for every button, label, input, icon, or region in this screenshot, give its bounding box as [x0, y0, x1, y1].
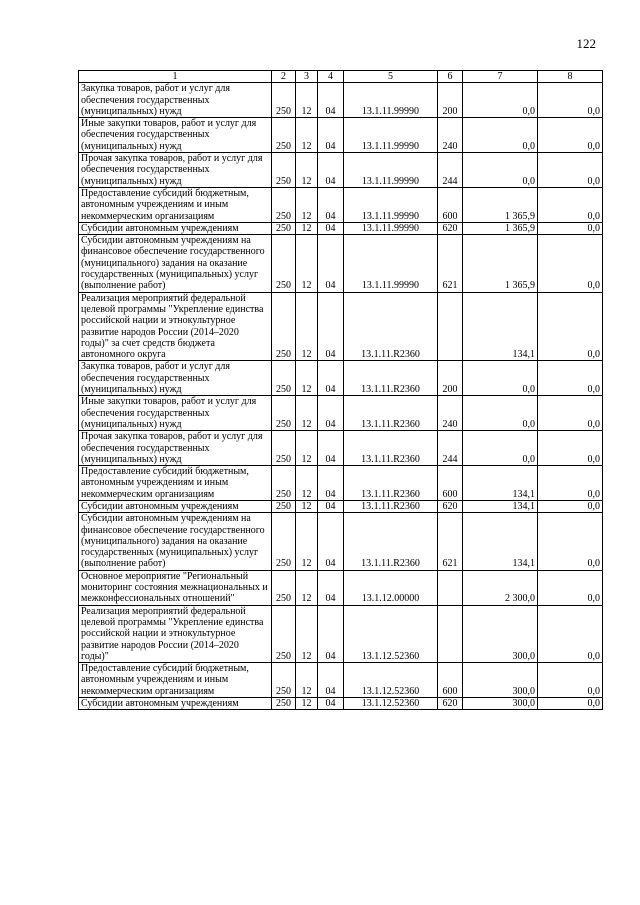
- cell-target-code: 13.1.11.99990: [344, 235, 438, 292]
- cell-amount-2018: 0,0: [538, 235, 603, 292]
- cell-amount-2018: 0,0: [538, 570, 603, 605]
- col-header: 4: [318, 71, 344, 83]
- cell-subsection: 04: [318, 570, 344, 605]
- cell-expense-type: 621: [438, 235, 463, 292]
- cell-ministry: 250: [272, 466, 296, 501]
- cell-amount-2018: 0,0: [538, 513, 603, 570]
- cell-amount-2018: 0,0: [538, 222, 603, 234]
- cell-amount-2017: 1 365,9: [463, 222, 538, 234]
- cell-amount-2017: 134,1: [463, 292, 538, 361]
- cell-subsection: 04: [318, 500, 344, 512]
- cell-amount-2018: 0,0: [538, 500, 603, 512]
- cell-ministry: 250: [272, 500, 296, 512]
- cell-section: 12: [296, 153, 318, 188]
- cell-ministry: 250: [272, 153, 296, 188]
- cell-section: 12: [296, 235, 318, 292]
- cell-target-code: 13.1.11.99990: [344, 222, 438, 234]
- row-description: Иные закупки товаров, работ и услуг для обеспечения государственных (муниципальных) нужд: [79, 118, 272, 153]
- cell-target-code: 13.1.11.R2360: [344, 513, 438, 570]
- cell-expense-type: 620: [438, 222, 463, 234]
- cell-amount-2018: 0,0: [538, 83, 603, 118]
- cell-section: 12: [296, 605, 318, 662]
- cell-ministry: 250: [272, 698, 296, 710]
- table-row: [79, 361, 603, 396]
- cell-target-code: 13.1.11.R2360: [344, 361, 438, 396]
- col-header: 5: [344, 71, 438, 83]
- cell-expense-type: 620: [438, 698, 463, 710]
- row-description: Субсидии автономным учреждениям: [79, 222, 272, 234]
- cell-expense-type: 600: [438, 466, 463, 501]
- cell-amount-2018: 0,0: [538, 663, 603, 698]
- row-description: Иные закупки товаров, работ и услуг для обеспечения государственных (муниципальных) нужд: [79, 396, 272, 431]
- cell-amount-2018: 0,0: [538, 396, 603, 431]
- cell-amount-2017: 134,1: [463, 513, 538, 570]
- cell-subsection: 04: [318, 513, 344, 570]
- cell-subsection: 04: [318, 466, 344, 501]
- cell-expense-type: 244: [438, 153, 463, 188]
- cell-amount-2017: 1 365,9: [463, 235, 538, 292]
- table-row: [79, 605, 603, 662]
- budget-table: [78, 70, 603, 710]
- cell-amount-2017: 134,1: [463, 500, 538, 512]
- cell-expense-type: 200: [438, 83, 463, 118]
- row-description: Субсидии автономным учреждениям на финансовое обеспечение государственного (муниципального) задания на оказание государственных (муниципальных) услуг (выполнение работ): [79, 235, 272, 292]
- table-row: [79, 500, 603, 512]
- table-row: [79, 222, 603, 234]
- cell-target-code: 13.1.11.99990: [344, 153, 438, 188]
- cell-amount-2017: 0,0: [463, 153, 538, 188]
- row-description: Реализация мероприятий федеральной целевой программы "Укрепление единства российской нации и этнокультурное развитие народов России (2014–2020 годы)" за счет средств бюджета автономного округа: [79, 292, 272, 361]
- cell-subsection: 04: [318, 83, 344, 118]
- row-description: Прочая закупка товаров, работ и услуг для обеспечения государственных (муниципальных) нужд: [79, 153, 272, 188]
- cell-section: 12: [296, 187, 318, 222]
- cell-target-code: 13.1.12.52360: [344, 663, 438, 698]
- cell-section: 12: [296, 396, 318, 431]
- cell-target-code: 13.1.12.52360: [344, 698, 438, 710]
- cell-subsection: 04: [318, 431, 344, 466]
- table-row: [79, 292, 603, 361]
- cell-ministry: 250: [272, 361, 296, 396]
- table-row: [79, 118, 603, 153]
- cell-section: 12: [296, 570, 318, 605]
- cell-subsection: 04: [318, 663, 344, 698]
- row-description: Предоставление субсидий бюджетным, автономным учреждениям и иным некоммерческим организациям: [79, 663, 272, 698]
- cell-amount-2018: 0,0: [538, 153, 603, 188]
- table-row: [79, 698, 603, 710]
- cell-ministry: 250: [272, 187, 296, 222]
- cell-target-code: 13.1.11.R2360: [344, 396, 438, 431]
- cell-ministry: 250: [272, 431, 296, 466]
- cell-expense-type: 240: [438, 118, 463, 153]
- col-header: 8: [538, 71, 603, 83]
- cell-subsection: 04: [318, 153, 344, 188]
- cell-subsection: 04: [318, 235, 344, 292]
- table-row: [79, 431, 603, 466]
- cell-target-code: 13.1.11.99990: [344, 83, 438, 118]
- row-description: Закупка товаров, работ и услуг для обеспечения государственных (муниципальных) нужд: [79, 361, 272, 396]
- cell-subsection: 04: [318, 292, 344, 361]
- cell-expense-type: 600: [438, 663, 463, 698]
- cell-section: 12: [296, 222, 318, 234]
- cell-target-code: 13.1.11.R2360: [344, 292, 438, 361]
- table-row: [79, 663, 603, 698]
- cell-ministry: 250: [272, 396, 296, 431]
- cell-target-code: 13.1.11.99990: [344, 187, 438, 222]
- cell-subsection: 04: [318, 222, 344, 234]
- cell-expense-type: 600: [438, 187, 463, 222]
- cell-target-code: 13.1.11.R2360: [344, 466, 438, 501]
- cell-amount-2017: 300,0: [463, 605, 538, 662]
- cell-amount-2017: 2 300,0: [463, 570, 538, 605]
- row-description: Предоставление субсидий бюджетным, автономным учреждениям и иным некоммерческим организациям: [79, 466, 272, 501]
- cell-section: 12: [296, 663, 318, 698]
- cell-section: 12: [296, 292, 318, 361]
- col-header: 3: [296, 71, 318, 83]
- row-description: Основное мероприятие "Региональный мониторинг состояния межнациональных и межконфессиональных отношений": [79, 570, 272, 605]
- cell-expense-type: 240: [438, 396, 463, 431]
- cell-ministry: 250: [272, 605, 296, 662]
- table-row: [79, 570, 603, 605]
- cell-amount-2017: 0,0: [463, 431, 538, 466]
- row-description: Субсидии автономным учреждениям на финансовое обеспечение государственного (муниципального) задания на оказание государственных (муниципальных) услуг (выполнение работ): [79, 513, 272, 570]
- cell-amount-2017: 300,0: [463, 698, 538, 710]
- cell-amount-2018: 0,0: [538, 187, 603, 222]
- cell-expense-type: 244: [438, 431, 463, 466]
- col-header: 2: [272, 71, 296, 83]
- row-description: Реализация мероприятий федеральной целевой программы "Укрепление единства российской нации и этнокультурное развитие народов России (2014–2020 годы)": [79, 605, 272, 662]
- cell-target-code: 13.1.11.R2360: [344, 500, 438, 512]
- cell-section: 12: [296, 83, 318, 118]
- cell-amount-2018: 0,0: [538, 431, 603, 466]
- cell-ministry: 250: [272, 83, 296, 118]
- cell-subsection: 04: [318, 698, 344, 710]
- row-description: Прочая закупка товаров, работ и услуг для обеспечения государственных (муниципальных) нужд: [79, 431, 272, 466]
- cell-section: 12: [296, 500, 318, 512]
- row-description: Предоставление субсидий бюджетным, автономным учреждениям и иным некоммерческим организациям: [79, 187, 272, 222]
- cell-target-code: 13.1.12.00000: [344, 570, 438, 605]
- cell-target-code: 13.1.12.52360: [344, 605, 438, 662]
- table-row: [79, 187, 603, 222]
- cell-ministry: 250: [272, 292, 296, 361]
- cell-subsection: 04: [318, 118, 344, 153]
- cell-ministry: 250: [272, 570, 296, 605]
- cell-ministry: 250: [272, 235, 296, 292]
- cell-amount-2018: 0,0: [538, 292, 603, 361]
- table-row: [79, 153, 603, 188]
- cell-expense-type: [438, 570, 463, 605]
- row-description: Закупка товаров, работ и услуг для обеспечения государственных (муниципальных) нужд: [79, 83, 272, 118]
- cell-ministry: 250: [272, 222, 296, 234]
- cell-ministry: 250: [272, 663, 296, 698]
- cell-amount-2018: 0,0: [538, 466, 603, 501]
- col-header: 6: [438, 71, 463, 83]
- cell-target-code: 13.1.11.R2360: [344, 431, 438, 466]
- cell-subsection: 04: [318, 396, 344, 431]
- cell-amount-2018: 0,0: [538, 118, 603, 153]
- cell-expense-type: [438, 605, 463, 662]
- cell-amount-2017: 0,0: [463, 83, 538, 118]
- row-description: Субсидии автономным учреждениям: [79, 698, 272, 710]
- table-row: [79, 513, 603, 570]
- table-row: [79, 235, 603, 292]
- cell-amount-2017: 1 365,9: [463, 187, 538, 222]
- page-number: 122: [576, 36, 596, 51]
- cell-amount-2018: 0,0: [538, 605, 603, 662]
- cell-section: 12: [296, 466, 318, 501]
- table-row: [79, 466, 603, 501]
- cell-section: 12: [296, 431, 318, 466]
- cell-section: 12: [296, 361, 318, 396]
- cell-expense-type: 200: [438, 361, 463, 396]
- col-header: 7: [463, 71, 538, 83]
- table-row: [79, 83, 603, 118]
- cell-section: 12: [296, 698, 318, 710]
- cell-amount-2017: 0,0: [463, 396, 538, 431]
- cell-ministry: 250: [272, 513, 296, 570]
- cell-amount-2017: 0,0: [463, 361, 538, 396]
- cell-section: 12: [296, 118, 318, 153]
- table-row: [79, 396, 603, 431]
- col-header: 1: [79, 71, 272, 83]
- cell-amount-2018: 0,0: [538, 361, 603, 396]
- cell-amount-2018: 0,0: [538, 698, 603, 710]
- cell-subsection: 04: [318, 361, 344, 396]
- header-row: [79, 71, 603, 83]
- row-description: Субсидии автономным учреждениям: [79, 500, 272, 512]
- cell-amount-2017: 0,0: [463, 118, 538, 153]
- cell-expense-type: 621: [438, 513, 463, 570]
- cell-section: 12: [296, 513, 318, 570]
- cell-expense-type: 620: [438, 500, 463, 512]
- cell-target-code: 13.1.11.99990: [344, 118, 438, 153]
- cell-subsection: 04: [318, 605, 344, 662]
- cell-expense-type: [438, 292, 463, 361]
- cell-amount-2017: 134,1: [463, 466, 538, 501]
- cell-subsection: 04: [318, 187, 344, 222]
- cell-amount-2017: 300,0: [463, 663, 538, 698]
- cell-ministry: 250: [272, 118, 296, 153]
